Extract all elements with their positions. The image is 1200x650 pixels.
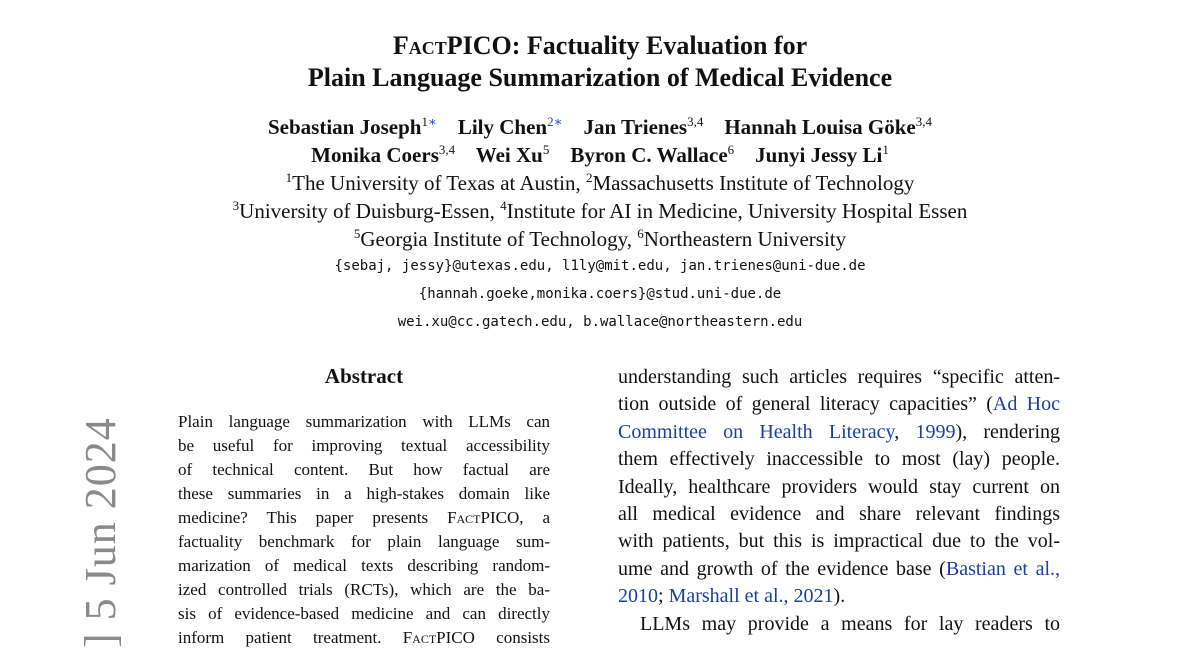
- intro-line: ume and growth of the evidence base (Bastian et al.,: [618, 557, 1061, 580]
- intro-line: all medical evidence and share relevant findings: [618, 502, 1060, 525]
- author-sup: 3,4: [687, 114, 704, 129]
- citation-link[interactable]: Marshall et al., 2021: [668, 585, 834, 608]
- affil-text: University of Duisburg-Essen,: [239, 199, 501, 223]
- abstract-line: marization of medical texts describing random-: [178, 556, 550, 575]
- author-name: Lily Chen: [457, 115, 548, 139]
- author-sup: 3,4: [438, 142, 456, 157]
- author-name: Sebastian Joseph: [268, 115, 422, 139]
- abstract-line: medicine? This paper presents FactPICO, a: [178, 508, 551, 527]
- affil-sup: 6: [637, 226, 644, 241]
- citation-link[interactable]: 1999: [915, 420, 956, 443]
- affiliation-line-3: [0, 220, 1200, 253]
- intro-line: 2010; Marshall et al., 2021).: [618, 585, 846, 608]
- author-sup: 2∗: [547, 114, 563, 129]
- intro-line: understanding such articles requires “specific atten-: [618, 366, 1060, 388]
- intro-line: LLMs may provide a means for lay readers to: [640, 612, 1060, 635]
- author-sup: 1: [882, 142, 889, 157]
- author-name: Jan Trienes: [583, 115, 688, 139]
- title-rest: : Factuality Evaluation for: [511, 31, 808, 60]
- abstract-line: of technical content. But how factual are: [178, 460, 550, 479]
- citation-link[interactable]: Bastian et al.,: [945, 557, 1061, 580]
- affil-text: Institute for AI in Medicine, University Hospital Essen: [506, 199, 968, 223]
- citation-link[interactable]: Ad Hoc: [992, 393, 1060, 416]
- citation-link[interactable]: 2010: [618, 585, 658, 608]
- intro-line: them effectively inaccessible to most (lay) people.: [618, 448, 1060, 471]
- author-name: Byron C. Wallace: [570, 143, 728, 167]
- affil-sup: 2: [586, 170, 593, 185]
- author-sup: 6: [727, 142, 735, 157]
- abstract-line: sis of evidence-based medicine and can directly: [178, 604, 550, 623]
- intro-line: tion outside of general literacy capacities” (Ad Hoc: [618, 393, 1060, 416]
- affil-sup: 4: [500, 198, 507, 213]
- intro-line: Ideally, healthcare providers would stay current on: [618, 475, 1060, 498]
- affil-sup: 3: [232, 198, 240, 213]
- intro-line: Committee on Health Literacy, 1999), rendering: [618, 420, 1061, 443]
- paper-title-line-1: [0, 30, 1200, 62]
- author-sup: 1∗: [421, 114, 437, 129]
- abstract-line: inform patient treatment. FactPICO consists: [178, 628, 550, 647]
- abstract-line: ized controlled trials (RCTs), which are the ba-: [178, 580, 550, 599]
- intro-column: [618, 364, 1060, 638]
- abstract-heading: Abstract: [324, 364, 404, 388]
- affil-sup: 1: [285, 170, 293, 185]
- author-name: Monika Coers: [311, 143, 439, 167]
- abstract-line: these summaries in a high-stakes domain like: [178, 484, 550, 503]
- affil-text: Massachusetts Institute of Technology: [592, 171, 915, 195]
- author-name: Hannah Louisa Göke: [724, 115, 916, 139]
- abstract-line: factuality benchmark for plain language sum-: [178, 532, 550, 551]
- affil-text: Georgia Institute of Technology,: [360, 227, 638, 251]
- intro-line: with patients, but this is impractical due to the vol-: [618, 530, 1060, 553]
- abstract-line: Plain language summarization with LLMs can: [178, 412, 550, 431]
- abstract-body: [178, 410, 550, 650]
- email-line-1: {sebaj, jessy}@utexas.edu, l1ly@mit.edu, jan.trienes@uni-due.de: [334, 258, 866, 274]
- author-sup: 5: [542, 142, 550, 157]
- abstract-line: be useful for improving textual accessibility: [178, 436, 550, 455]
- affil-text: Northeastern University: [643, 227, 847, 251]
- affil-text: The University of Texas at Austin,: [292, 171, 586, 195]
- author-name: Wei Xu: [475, 143, 543, 167]
- author-sup: 3,4: [915, 114, 932, 129]
- email-line-2: {hannah.goeke,monika.coers}@stud.uni-due.de: [418, 286, 782, 302]
- paper-title-line-2: Plain Language Summarization of Medical Evidence: [307, 63, 893, 92]
- citation-link[interactable]: Committee on Health Literacy: [618, 420, 895, 443]
- affil-sup: 5: [353, 226, 361, 241]
- email-line-3: wei.xu@cc.gatech.edu, b.wallace@northeastern.edu: [397, 314, 803, 330]
- author-name: Junyi Jessy Li: [755, 143, 883, 167]
- title-system-name: FactPICO: [392, 31, 512, 60]
- arxiv-date-stamp: ] 5 Jun 2024: [76, 417, 125, 648]
